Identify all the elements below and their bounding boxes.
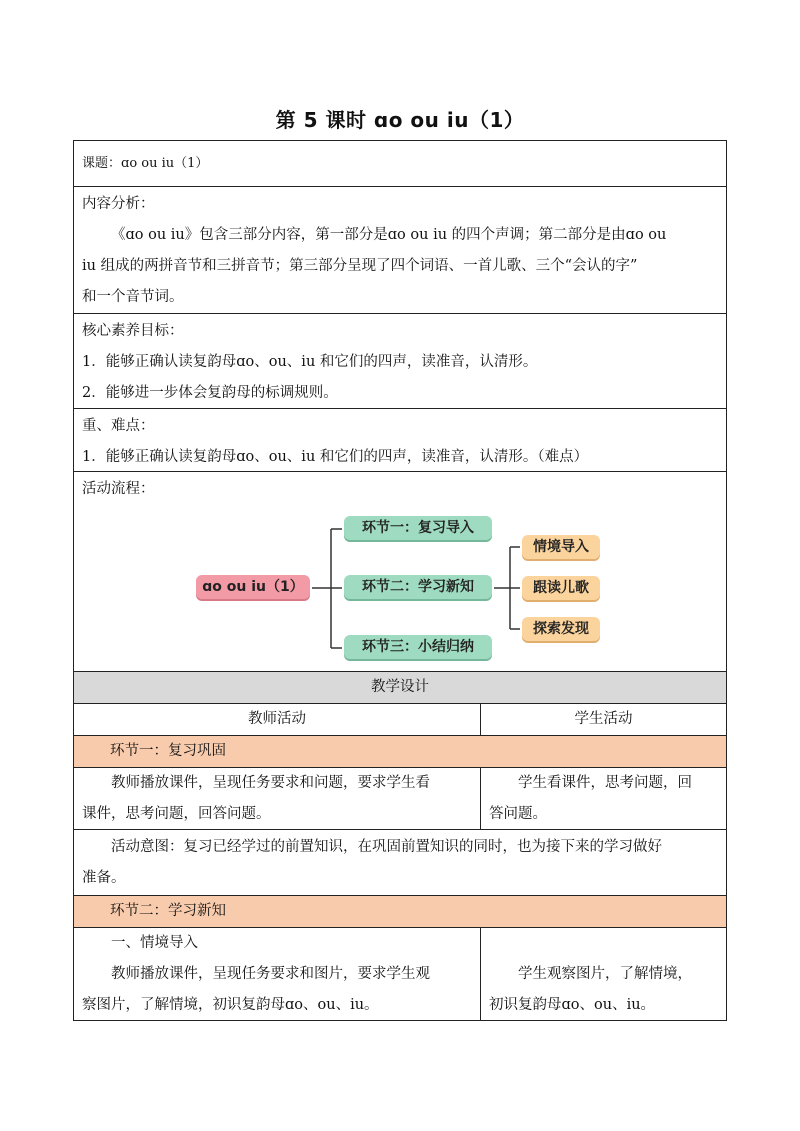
student-activity-text: 学生看课件，思考问题，回	[518, 775, 692, 791]
key-points-row	[74, 409, 726, 472]
student-activity-text: 答问题。	[489, 806, 547, 822]
flow-substep-node: 跟读儿歌	[522, 576, 600, 600]
section-two-content-row	[74, 928, 726, 1020]
flow-stage-node: 环节一：复习导入	[344, 516, 492, 540]
activity-intent-row	[74, 830, 726, 896]
flow-substep-node: 探索发现	[522, 617, 600, 641]
flow-stage-node: 环节二：学习新知	[344, 575, 492, 599]
flow-substep-node: 情境导入	[522, 535, 600, 559]
content-analysis-row	[74, 187, 726, 314]
section-two-label: 环节二：学习新知	[110, 903, 226, 919]
analysis-line: 《ɑo ou iu》包含三部分内容，第一部分是ɑo ou iu 的四个声调；第二部分是由ɑo ou	[111, 227, 667, 243]
core-goals-row	[74, 314, 726, 409]
key-points-heading: 重、难点：	[82, 418, 155, 434]
lesson-plan-table	[73, 140, 727, 1021]
goal-item: 1．能够正确认读复韵母ɑo、ou、iu 和它们的四声，读准音，认清形。	[82, 354, 538, 370]
flow-root-node: ɑo ou iu（1）	[196, 575, 310, 599]
key-point-item: 1．能够正确认读复韵母ɑo、ou、iu 和它们的四声，读准音，认清形。（难点）	[82, 449, 589, 465]
section-one-content-row	[74, 768, 726, 830]
goals-heading: 核心素养目标：	[82, 323, 184, 339]
section-two-row	[74, 896, 726, 928]
teacher-activity-text: 课件，思考问题，回答问题。	[82, 806, 271, 822]
goal-item: 2．能够进一步体会复韵母的标调规则。	[82, 385, 338, 401]
analysis-line: iu 组成的两拼音节和三拼音节；第三部分呈现了四个词语、一首儿歌、三个“会认的字”	[82, 258, 638, 274]
lesson-topic: 课题：ɑo ou iu（1）	[82, 156, 209, 171]
flow-stage-node: 环节三：小结归纳	[344, 635, 492, 659]
activity-flow-row	[74, 472, 726, 672]
page-title: 第 5 课时 ɑo ou iu（1）	[275, 108, 525, 132]
student-column-header: 学生活动	[574, 711, 633, 727]
student-activity-text: 学生观察图片，了解情境，	[518, 966, 692, 982]
design-header: 教学设计	[371, 679, 429, 695]
teacher-activity-text: 教师播放课件，呈现任务要求和图片，要求学生观	[111, 966, 430, 982]
sub-heading: 一、情境导入	[111, 935, 198, 951]
activity-intent-text: 活动意图：复习已经学过的前置知识，在巩固前置知识的同时，也为接下来的学习做好	[111, 839, 662, 855]
teacher-activity-text: 教师播放课件，呈现任务要求和问题，要求学生看	[111, 775, 430, 791]
teacher-column-header: 教师活动	[74, 704, 481, 735]
column-header-row	[74, 704, 726, 736]
section-one-row	[74, 736, 726, 768]
analysis-heading: 内容分析：	[82, 196, 155, 212]
section-one-label: 环节一：复习巩固	[110, 743, 226, 759]
flow-heading: 活动流程：	[82, 481, 155, 497]
design-header-row	[74, 672, 726, 704]
lesson-topic-row	[74, 141, 726, 187]
activity-intent-text: 准备。	[82, 870, 126, 886]
analysis-line: 和一个音节词。	[82, 289, 184, 305]
teacher-activity-text: 察图片，了解情境，初识复韵母ɑo、ou、iu。	[82, 997, 379, 1013]
student-activity-text: 初识复韵母ɑo、ou、iu。	[489, 997, 656, 1013]
